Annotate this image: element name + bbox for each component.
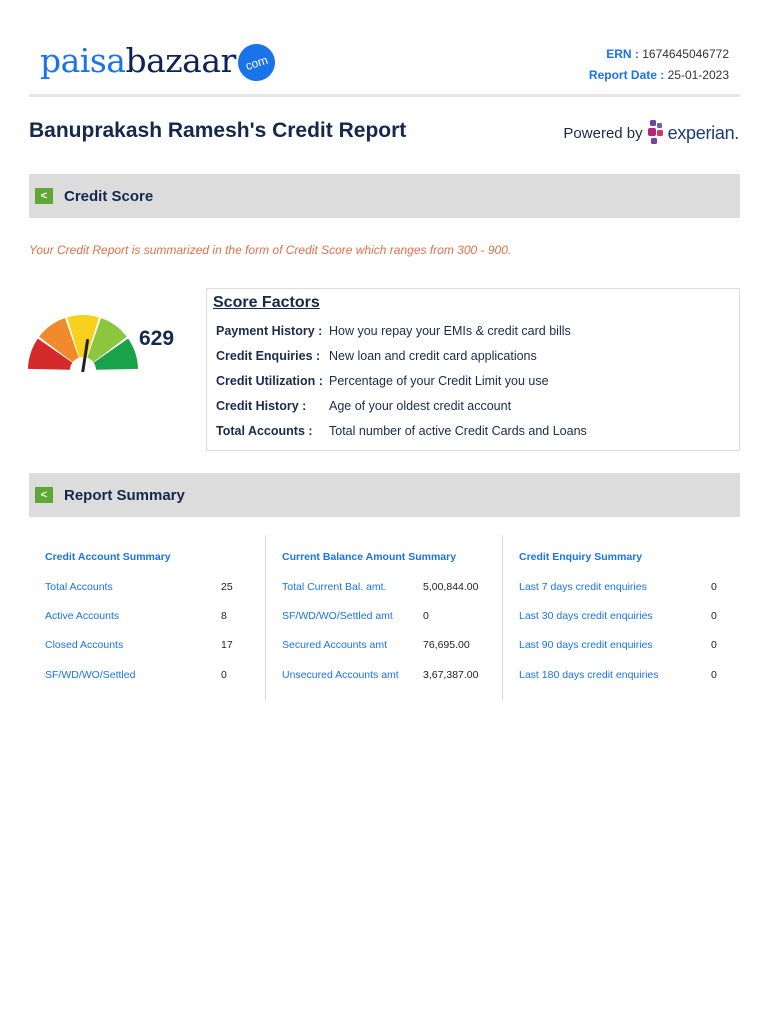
paisabazaar-logo[interactable] <box>40 38 275 82</box>
logo-paisa-text: paisa <box>40 40 126 80</box>
score-factor-row <box>216 349 537 363</box>
credit-account-summary <box>29 535 266 700</box>
page-title: Banuprakash Ramesh's Credit Report <box>29 119 407 142</box>
summary-row-value: 0 <box>711 639 717 651</box>
report-summary-section-header[interactable] <box>29 473 740 517</box>
report-date-value: 25-01-2023 <box>667 68 729 82</box>
credit-enquiry-summary <box>503 535 739 700</box>
summary-row-value: 0 <box>221 669 227 681</box>
score-factor-key: Credit Utilization : <box>216 374 323 388</box>
credit-score-note: Your Credit Report is summarized in the form of Credit Score which ranges from 300 - 900. <box>29 243 512 257</box>
score-factors-panel <box>206 288 740 451</box>
powered-by-label: Powered by <box>563 124 643 142</box>
powered-by <box>563 119 739 147</box>
score-factor-value: New loan and credit card applications <box>329 349 537 363</box>
report-summary-toggle-button[interactable]: < <box>35 487 53 503</box>
credit-score-gauge <box>28 310 138 372</box>
score-factor-value: How you repay your EMIs & credit card bills <box>329 324 571 338</box>
summary-row-value: 76,695.00 <box>423 639 470 651</box>
score-factor-row <box>216 399 511 413</box>
score-factors-heading: Score Factors <box>213 294 320 311</box>
report-date-line <box>589 65 729 86</box>
summary-row-value: 0 <box>423 610 429 622</box>
score-factor-key: Credit History : <box>216 399 307 413</box>
summary-row-value: 25 <box>221 581 233 593</box>
report-summary-section-title: Report Summary <box>64 486 185 504</box>
score-factor-value: Percentage of your Credit Limit you use <box>329 374 549 388</box>
score-factor-key: Payment History : <box>216 324 323 338</box>
ern-line <box>589 44 729 65</box>
summary-row-label: Last 180 days credit enquiries <box>519 669 659 681</box>
summary-row-value: 5,00,844.00 <box>423 581 479 593</box>
header-divider <box>29 94 740 97</box>
report-date-label: Report Date : <box>588 68 665 82</box>
experian-dots-icon <box>647 119 667 147</box>
score-factor-value: Total number of active Credit Cards and Loans <box>329 424 587 438</box>
logo-com-badge: com <box>233 39 280 86</box>
summary-row-label: Last 7 days credit enquiries <box>519 581 647 593</box>
score-factor-value: Age of your oldest credit account <box>329 399 512 413</box>
report-meta <box>589 44 729 86</box>
summary-row-value: 3,67,387.00 <box>423 669 479 681</box>
ern-label: ERN : <box>606 47 639 61</box>
summary-row-label: SF/WD/WO/Settled <box>45 669 136 681</box>
summary-row-label: Last 90 days credit enquiries <box>519 639 653 651</box>
summary-row-value: 0 <box>711 581 717 593</box>
summary-row-label: Last 30 days credit enquiries <box>519 610 653 622</box>
summary-row-label: Total Accounts <box>45 581 113 593</box>
summary-row-value: 0 <box>711 669 717 681</box>
credit-score-toggle-button[interactable]: < <box>35 188 53 204</box>
credit-score-section-header[interactable] <box>29 174 740 218</box>
score-factor-row <box>216 324 571 338</box>
score-factor-row <box>216 374 549 388</box>
experian-logo <box>647 119 739 147</box>
summary-row-label: Closed Accounts <box>45 639 124 651</box>
summary-row-label: Total Current Bal. amt. <box>282 581 387 593</box>
summary-row-label: Unsecured Accounts amt <box>282 669 399 681</box>
credit-score-value: 629 <box>139 327 175 350</box>
score-factor-row <box>216 424 587 438</box>
credit-score-section-title: Credit Score <box>64 187 154 205</box>
logo-bazaar-text: bazaar <box>125 40 236 80</box>
ern-value: 1674645046772 <box>642 47 729 61</box>
summary-row-label: Active Accounts <box>45 610 120 622</box>
summary-row-label: Secured Accounts amt <box>282 639 388 651</box>
summary-heading: Credit Account Summary <box>45 551 171 563</box>
summary-heading: Current Balance Amount Summary <box>282 551 457 563</box>
current-balance-summary <box>266 535 503 700</box>
summary-row-value: 8 <box>221 610 227 622</box>
score-factor-key: Total Accounts : <box>216 424 313 438</box>
summary-row-label: SF/WD/WO/Settled amt <box>282 610 393 622</box>
score-factor-key: Credit Enquiries : <box>216 349 321 363</box>
summary-row-value: 17 <box>221 639 233 651</box>
summary-row-value: 0 <box>711 610 717 622</box>
summary-heading: Credit Enquiry Summary <box>519 551 643 563</box>
experian-text: experian. <box>667 122 739 143</box>
